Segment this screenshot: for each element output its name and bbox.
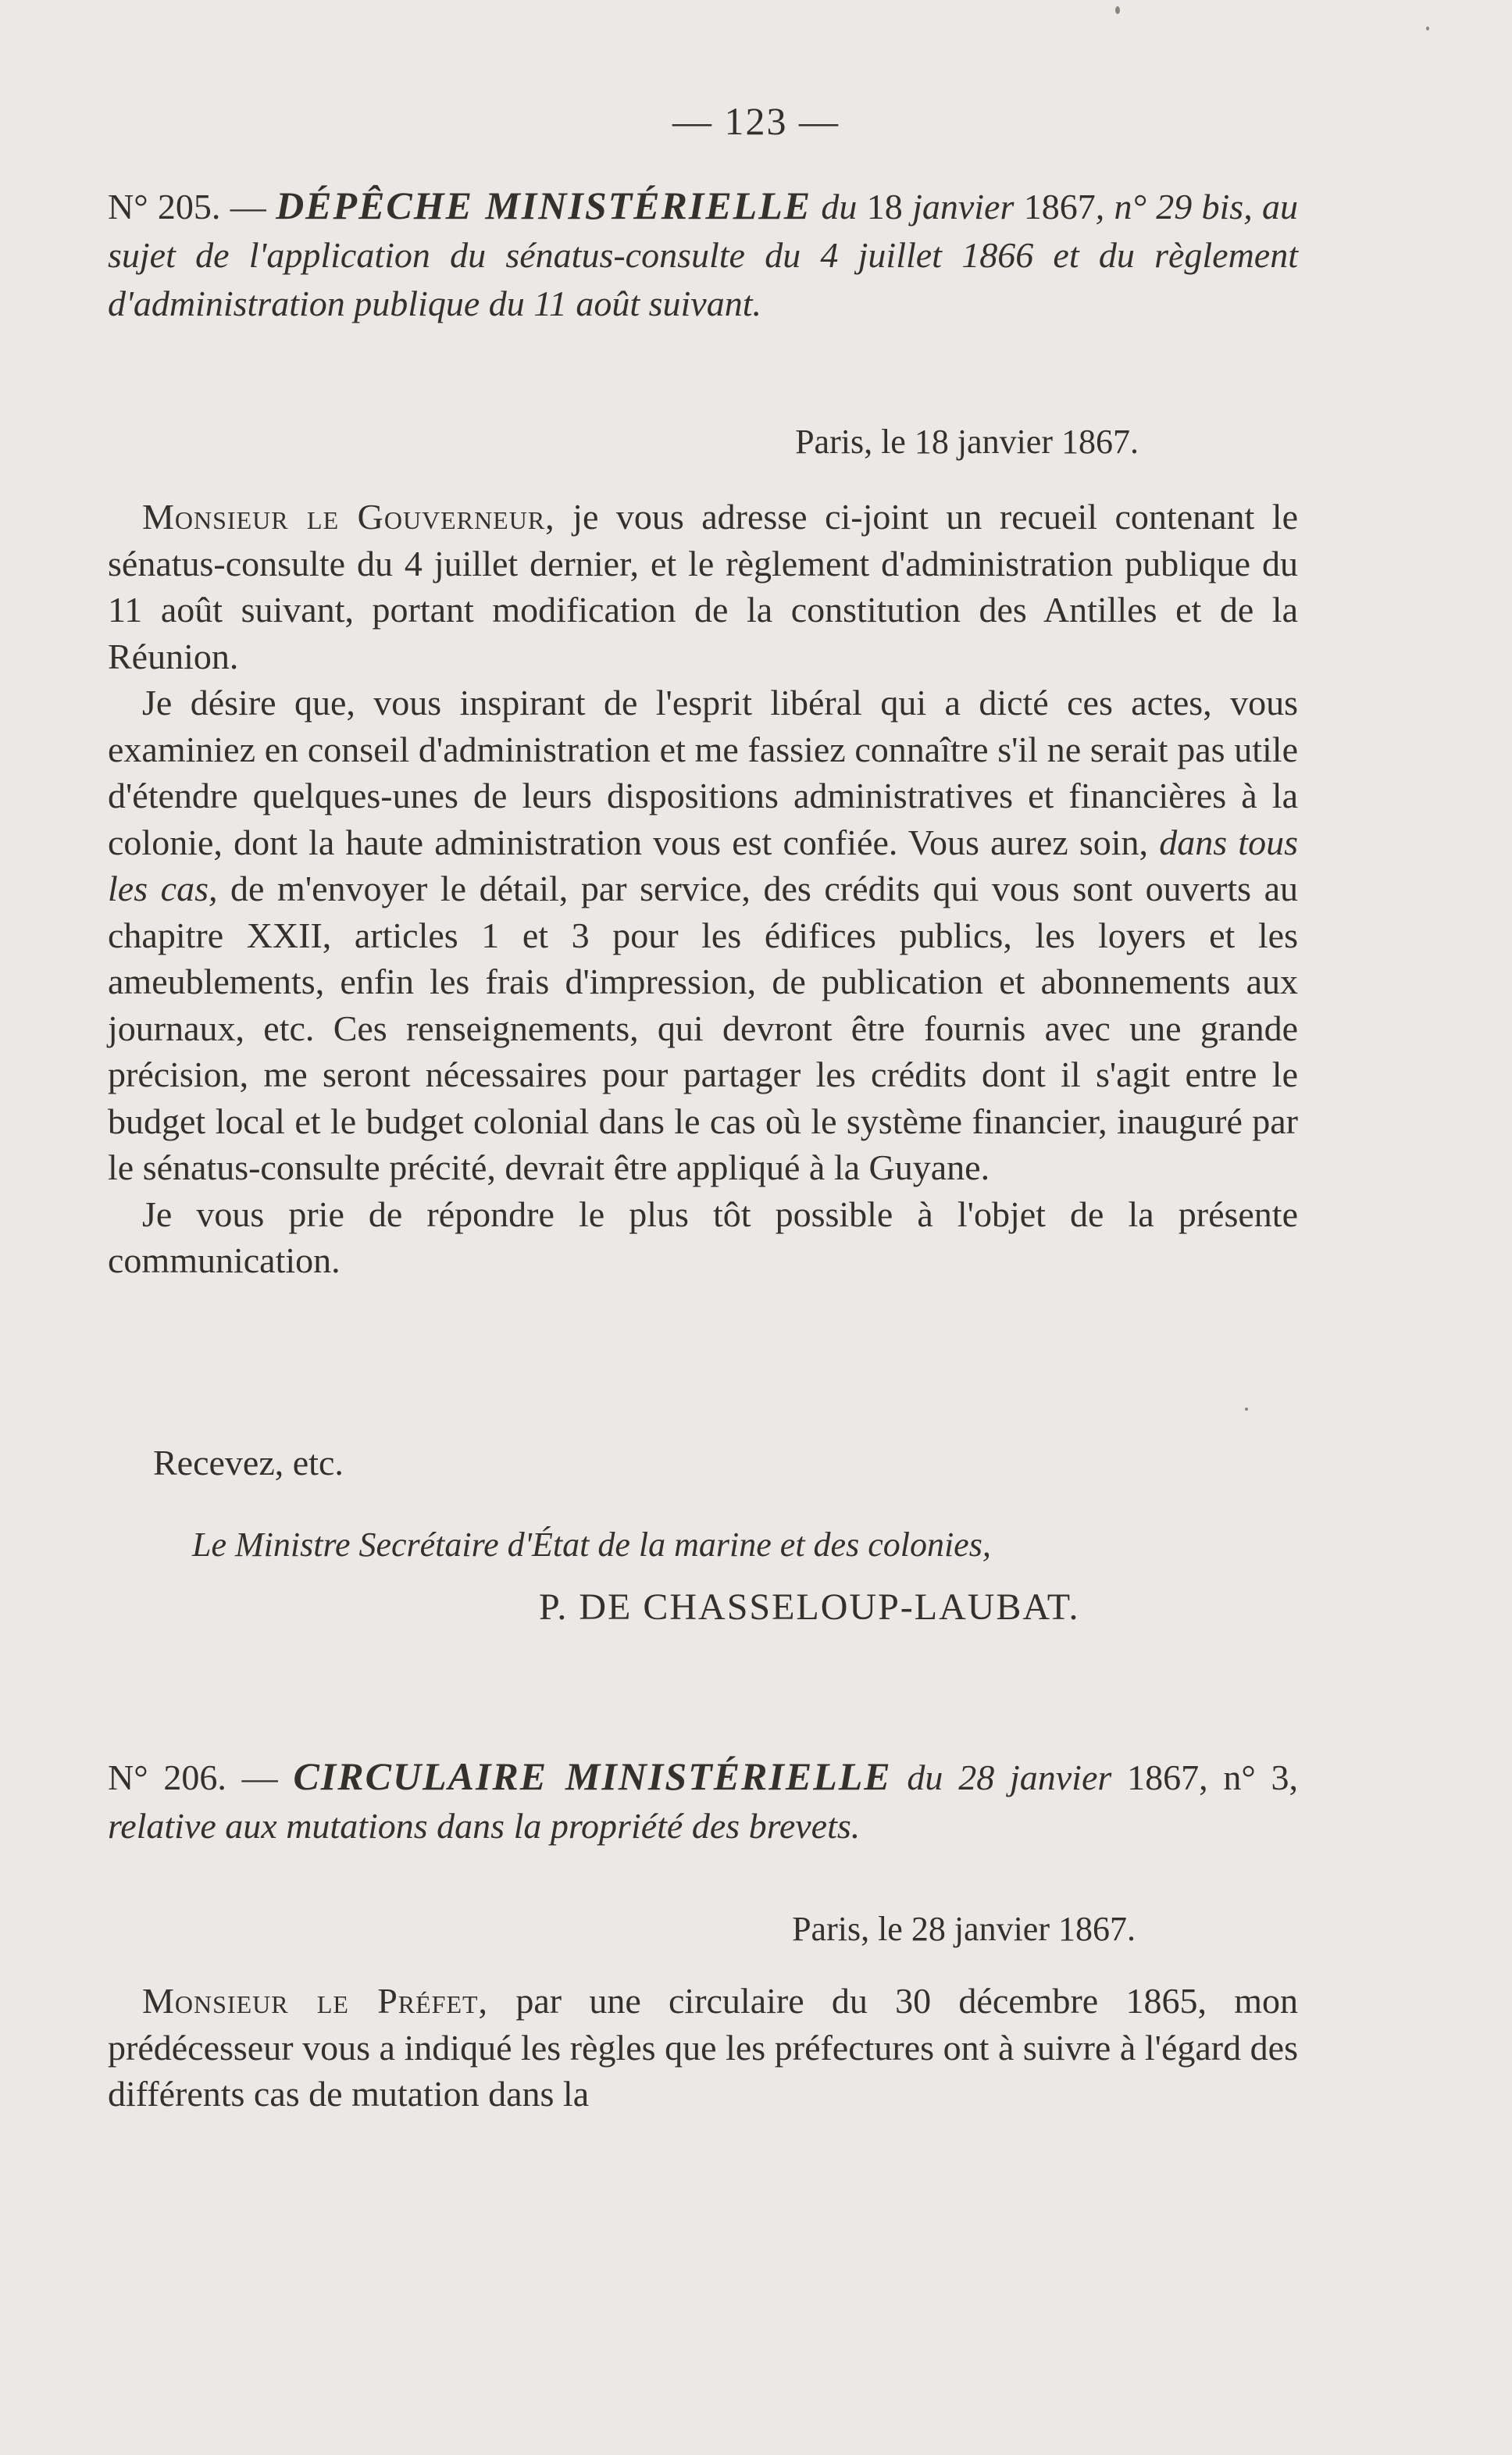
section-206-heading [108, 1752, 1298, 1850]
section-205-date-month: janvier [902, 187, 1024, 227]
section-205-number: N° 205. [108, 187, 221, 227]
paper-speck [1115, 6, 1120, 14]
section-206-number: N° 206. [108, 1757, 226, 1797]
section-205-paragraph-2-start: Je désire que, vous inspirant de l'esprit libéral qui a dicté ces actes, vous examiniez en conseil d'administration et me fassiez connaître s'il ne serait pas utile d'étendre quelques-unes de leurs dispositions administratives et financières à la colonie, dont la haute administration vous est confiée. Vous aurez soin, [108, 683, 1298, 862]
heading-dash: — [220, 187, 276, 227]
heading-dash: — [226, 1757, 294, 1797]
section-205-paragraph-1 [108, 494, 1298, 680]
section-205-date-year: 1867 [1023, 187, 1096, 227]
section-205-paragraph-3: Je vous prie de répondre le plus tôt possible à l'objet de la présente communication. [108, 1194, 1298, 1280]
signature-title: Le Ministre Secrétaire d'État de la marine et des colonies, [192, 1525, 991, 1564]
section-205-paragraph-1-text: je vous adresse ci-joint un recueil contenant le sénatus-consulte du 4 juillet dernier, et le règlement d'administration publique du 11 août suivant, portant modification de la constitution des Antilles et de la Réunion. [108, 497, 1299, 676]
section-206-title: CIRCULAIRE MINISTÉRIELLE [293, 1754, 892, 1798]
paper-speck [1245, 1408, 1248, 1411]
section-206-salutation: Monsieur le Préfet, [142, 1981, 489, 2021]
page-number: — 123 — [672, 99, 840, 143]
section-206-body [108, 1978, 1298, 2118]
section-205-title: DÉPÊCHE MINISTÉRIELLE [276, 184, 812, 227]
section-205-paragraph-2-italic: dans tous les cas, [108, 822, 1298, 908]
section-205-paragraph-2 [108, 680, 1298, 1191]
section-205-du: du [811, 187, 867, 227]
section-206-du: du 28 janvier [891, 1757, 1112, 1797]
section-205-subject: , n° 29 bis, au sujet de l'application du sénatus-consulte du 4 juillet 1866 et du règlement d'administration publique du 11 août suivant. [108, 187, 1299, 323]
section-205-body [108, 494, 1298, 1284]
section-206-paragraph-1-text: par une circulaire du 30 décembre 1865, mon prédécesseur vous a indiqué les règles que les préfectures ont à suivre à l'égard des différents cas de mutation dans la [108, 1981, 1298, 2114]
section-205-salutation: Monsieur le Gouverneur, [142, 497, 555, 537]
section-205-closing: Recevez, etc. [153, 1443, 344, 1483]
section-206-year-number: 1867, n° 3, [1127, 1757, 1299, 1797]
section-206-place-date: Paris, le 28 janvier 1867. [792, 1910, 1136, 1948]
section-205-date-day: 18 [866, 187, 903, 227]
section-206-subject: relative aux mutations dans la propriété des brevets. [108, 1806, 861, 1846]
section-205-paragraph-2-end: de m'envoyer le détail, par service, des crédits qui vous sont ouverts au chapitre XXII, articles 1 et 3 pour les édifices publics, les loyers et les ameublements, enfin les frais d'impression, de publication et abonnements aux journaux, etc. Ces renseignements, qui devront être fournis avec une grande précision, me seront nécessaires pour partager les crédits dont il s'agit entre le budget local et le budget colonial dans le cas où le système financier, inauguré par le sénatus-consulte précité, devrait être appliqué à la Guyane. [108, 869, 1298, 1187]
section-206-paragraph-1 [108, 1978, 1298, 2118]
paper-speck [1426, 27, 1429, 30]
signature-name: P. DE CHASSELOUP-LAUBAT. [539, 1586, 1080, 1628]
section-205-place-date: Paris, le 18 janvier 1867. [795, 423, 1139, 461]
section-205-heading [108, 181, 1298, 328]
